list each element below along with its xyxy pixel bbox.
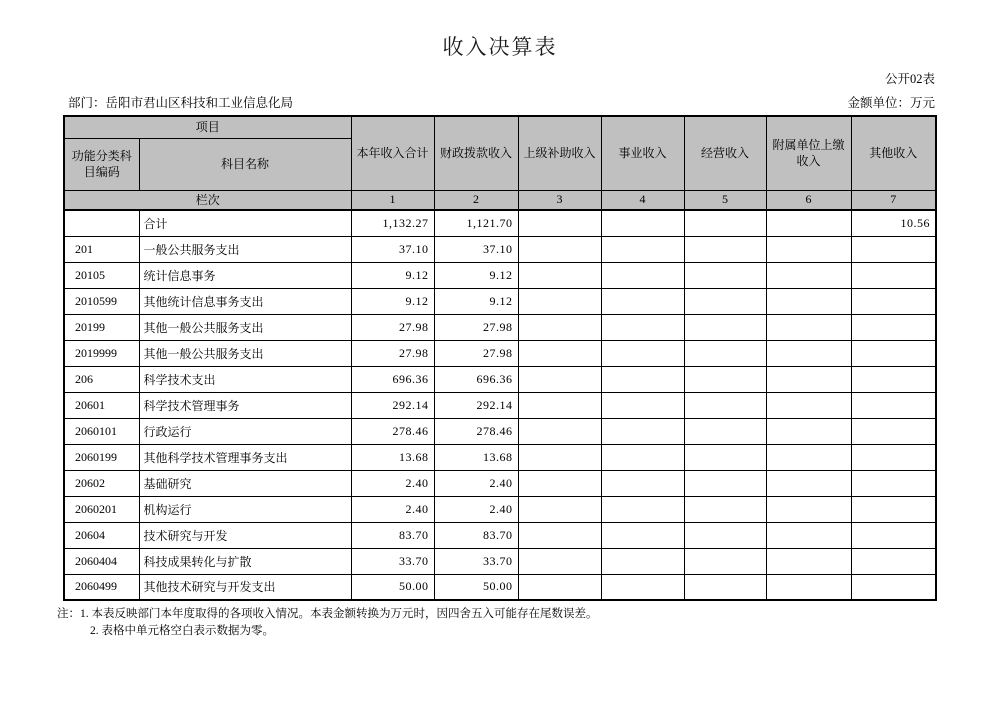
value-cell [601,522,684,548]
table-row [64,262,936,288]
rank-number: 4 [601,190,684,210]
value-cell: 1,121.70 [434,210,518,236]
value-cell [601,548,684,574]
value-cell [684,392,766,418]
table-body [64,210,936,600]
value-cell [601,392,684,418]
header-subject-code: 功能分类科目编码 [64,138,139,190]
value-cell [684,366,766,392]
value-cell [684,340,766,366]
subject-name-cell: 一般公共服务支出 [139,236,351,262]
rank-number: 5 [684,190,766,210]
rank-number: 7 [851,190,936,210]
value-cell [851,366,936,392]
table-row [64,574,936,600]
value-cell [851,392,936,418]
subject-code-cell: 20602 [64,470,139,496]
department-label: 部门：岳阳市君山区科技和工业信息化局 [68,96,294,110]
value-cell [851,574,936,600]
value-cell [518,262,601,288]
value-cell: 278.46 [351,418,434,444]
value-cell [601,314,684,340]
value-cell [518,444,601,470]
subject-name-cell: 机构运行 [139,496,351,522]
value-cell [684,236,766,262]
value-cell [851,418,936,444]
value-cell [766,392,851,418]
value-cell: 696.36 [434,366,518,392]
header-superior-subsidy: 上级补助收入 [518,116,601,190]
value-cell: 1,132.27 [351,210,434,236]
subject-name-cell: 技术研究与开发 [139,522,351,548]
table-row [64,470,936,496]
value-cell [601,574,684,600]
value-cell [518,288,601,314]
value-cell: 2.40 [434,470,518,496]
value-cell [601,236,684,262]
value-cell: 696.36 [351,366,434,392]
value-cell [601,262,684,288]
rank-number: 6 [766,190,851,210]
header-operating-income: 经营收入 [684,116,766,190]
value-cell [684,262,766,288]
subject-code-cell: 20105 [64,262,139,288]
subject-code-cell: 2010599 [64,288,139,314]
table-row [64,522,936,548]
value-cell: 33.70 [351,548,434,574]
unit-label: 金额单位：万元 [847,96,935,110]
value-cell [851,548,936,574]
value-cell: 9.12 [351,262,434,288]
subject-code-cell: 20604 [64,522,139,548]
value-cell [684,418,766,444]
value-cell [518,236,601,262]
table-row [64,340,936,366]
subject-name-cell: 行政运行 [139,418,351,444]
value-cell [684,574,766,600]
subject-name-cell: 基础研究 [139,470,351,496]
value-cell: 13.68 [351,444,434,470]
value-cell [851,314,936,340]
value-cell: 13.68 [434,444,518,470]
value-cell [601,366,684,392]
value-cell [601,470,684,496]
subject-name-cell: 其他一般公共服务支出 [139,314,351,340]
value-cell [518,210,601,236]
header-total-income: 本年收入合计 [351,116,434,190]
value-cell [684,288,766,314]
value-cell: 50.00 [434,574,518,600]
subject-code-cell: 20601 [64,392,139,418]
value-cell: 33.70 [434,548,518,574]
subject-name-cell: 其他统计信息事务支出 [139,288,351,314]
value-cell [851,444,936,470]
subject-code-cell: 201 [64,236,139,262]
table-row [64,288,936,314]
value-cell [601,288,684,314]
table-row [64,444,936,470]
subject-name-cell: 科学技术管理事务 [139,392,351,418]
subject-code-cell: 2060199 [64,444,139,470]
subject-code-cell: 2060201 [64,496,139,522]
value-cell [684,314,766,340]
table-row [64,210,936,236]
value-cell [766,496,851,522]
rank-number: 2 [434,190,518,210]
value-cell [601,210,684,236]
value-cell [766,236,851,262]
subject-name-cell: 科学技术支出 [139,366,351,392]
rank-number: 3 [518,190,601,210]
header-affiliated-unit-income: 附属单位上缴收入 [766,116,851,190]
value-cell [766,288,851,314]
table-row [64,418,936,444]
header-row-project [64,116,936,138]
value-cell [601,340,684,366]
table-row [64,314,936,340]
subject-code-cell: 2019999 [64,340,139,366]
value-cell [851,496,936,522]
subject-name-cell: 合计 [139,210,351,236]
value-cell [518,418,601,444]
value-cell [851,236,936,262]
subject-name-cell: 科技成果转化与扩散 [139,548,351,574]
note-line-1: 注：1. 本表反映部门本年度取得的各项收入情况。本表金额转换为万元时，因四舍五入可能存在尾数误差。 [57,608,598,620]
value-cell: 292.14 [434,392,518,418]
value-cell [601,444,684,470]
value-cell [851,340,936,366]
rank-number: 1 [351,190,434,210]
value-cell: 27.98 [434,314,518,340]
subject-code-cell: 206 [64,366,139,392]
value-cell: 37.10 [434,236,518,262]
value-cell [518,392,601,418]
value-cell: 37.10 [351,236,434,262]
table-code-label: 公开02表 [884,72,935,86]
value-cell [601,418,684,444]
value-cell [684,470,766,496]
subject-code-cell: 2060499 [64,574,139,600]
value-cell [518,470,601,496]
value-cell [518,574,601,600]
value-cell [766,418,851,444]
table-row [64,392,936,418]
value-cell: 27.98 [351,314,434,340]
value-cell: 10.56 [851,210,936,236]
value-cell [766,522,851,548]
value-cell [518,496,601,522]
value-cell [684,210,766,236]
table-row [64,548,936,574]
subject-code-cell: 2060404 [64,548,139,574]
value-cell [684,522,766,548]
value-cell: 9.12 [434,262,518,288]
value-cell [851,522,936,548]
value-cell: 2.40 [351,470,434,496]
value-cell [601,496,684,522]
value-cell [851,470,936,496]
value-cell: 50.00 [351,574,434,600]
value-cell [851,262,936,288]
value-cell: 9.12 [351,288,434,314]
value-cell [766,366,851,392]
value-cell [766,340,851,366]
income-table [63,115,937,601]
value-cell [518,522,601,548]
value-cell: 83.70 [351,522,434,548]
value-cell: 2.40 [434,496,518,522]
page-title: 收入决算表 [442,35,558,59]
table-row [64,236,936,262]
subject-name-cell: 统计信息事务 [139,262,351,288]
value-cell: 292.14 [351,392,434,418]
value-cell [518,548,601,574]
header-fiscal-appropriation: 财政拨款收入 [434,116,518,190]
meta-row [68,93,935,111]
header-business-income: 事业收入 [601,116,684,190]
value-cell [518,366,601,392]
header-other-income: 其他收入 [851,116,936,190]
table-row [64,496,936,522]
rank-row [64,190,936,210]
subject-name-cell: 其他科学技术管理事务支出 [139,444,351,470]
header-subject-name: 科目名称 [139,138,351,190]
value-cell [766,262,851,288]
subject-name-cell: 其他一般公共服务支出 [139,340,351,366]
value-cell [766,548,851,574]
value-cell [766,470,851,496]
subject-code-cell: 20199 [64,314,139,340]
value-cell [766,574,851,600]
value-cell: 27.98 [351,340,434,366]
value-cell: 27.98 [434,340,518,366]
value-cell: 83.70 [434,522,518,548]
value-cell [766,314,851,340]
header-project: 项目 [64,116,351,138]
value-cell [766,444,851,470]
value-cell [684,444,766,470]
value-cell [766,210,851,236]
subject-code-cell: 2060101 [64,418,139,444]
value-cell: 2.40 [351,496,434,522]
table-notes [57,606,1000,641]
subject-code-cell [64,210,139,236]
value-cell [518,340,601,366]
table-row [64,366,936,392]
value-cell [684,548,766,574]
note-line-2: 2. 表格中单元格空白表示数据为零。 [90,625,274,638]
value-cell [851,288,936,314]
value-cell [684,496,766,522]
value-cell [518,314,601,340]
rank-label: 栏次 [64,190,351,210]
subject-name-cell: 其他技术研究与开发支出 [139,574,351,600]
value-cell: 9.12 [434,288,518,314]
value-cell: 278.46 [434,418,518,444]
